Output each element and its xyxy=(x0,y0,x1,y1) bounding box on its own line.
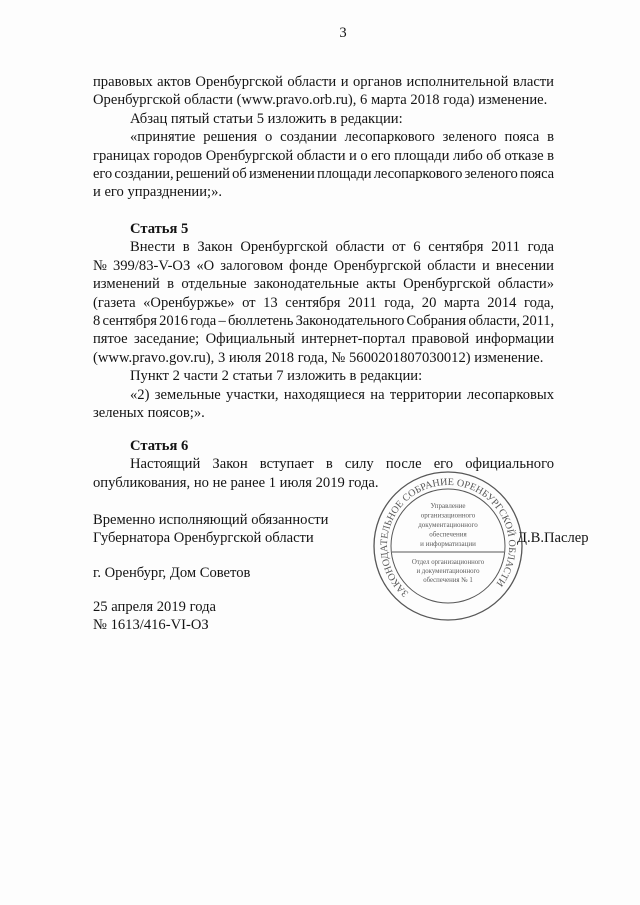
text-line: Пункт 2 части 2 статьи 7 изложить в редакции: xyxy=(130,368,423,385)
seal-text-line: документационного xyxy=(418,521,478,529)
text-line: Внести в Закон Оренбургской области от 6 сентября 2011 года xyxy=(130,239,554,256)
text-line: Настоящий Закон вступает в силу после его официального xyxy=(130,456,554,473)
text-line: его создании, решений об изменении площади лесопаркового зеленого пояса xyxy=(93,165,554,182)
seal-text-line: Отдел организационного xyxy=(411,559,485,566)
article-5-section xyxy=(93,220,554,422)
place-of-signing: г. Оренбург, Дом Советов xyxy=(93,565,251,581)
seal-text-line: и информатизации xyxy=(420,540,476,548)
text-line: № 399/83-V-ОЗ «О залоговом фонде Оренбургской области и внесении xyxy=(93,257,554,274)
seal-text-line: Управление xyxy=(430,502,466,510)
text-line: Оренбургской области (www.pravo.orb.ru), 6 марта 2018 года) изменение. xyxy=(93,92,548,109)
article-heading: Статья 6 xyxy=(130,438,189,454)
text-line: зеленых поясов;». xyxy=(93,404,205,421)
seal-text-line: и документационного xyxy=(416,568,480,575)
page-number: 3 xyxy=(339,25,347,41)
seal-text-line: обеспечения № 1 xyxy=(423,577,473,584)
signing-date: 25 апреля 2019 года xyxy=(93,599,216,615)
official-title-line: Временно исполняющий обязанности xyxy=(93,512,329,528)
text-line: (газета «Оренбуржье» от 13 сентября 2011 года, 20 марта 2014 года, xyxy=(93,294,554,311)
text-line: «2) земельные участки, находящиеся на территории лесопарковых xyxy=(130,386,554,403)
text-line: границах городов Оренбургской области и о его площади либо об отказе в xyxy=(93,147,554,164)
text-line: пятое заседание; Официальный интернет-портал правовой информации xyxy=(93,331,554,348)
text-line: 8 сентября 2016 года – бюллетень Законодательного Собрания области, 2011, xyxy=(93,312,554,329)
article-heading: Статья 5 xyxy=(130,221,189,237)
text-line: и его упразднении;». xyxy=(93,184,223,201)
law-number: № 1613/416-VI-ОЗ xyxy=(93,617,209,633)
text-line: (www.pravo.gov.ru), 3 июля 2018 года, № 5600201807030012) изменение. xyxy=(93,349,544,366)
text-line: опубликования, но не ранее 1 июля 2019 года. xyxy=(93,474,379,491)
official-seal xyxy=(370,468,526,624)
seal-ring-text: ЗАКОНОДАТЕЛЬНОЕ СОБРАНИЕ ОРЕНБУРГСКОЙ ОБЛАСТИ xyxy=(378,476,518,599)
intro-section xyxy=(93,73,554,202)
official-title-line: Губернатора Оренбургской области xyxy=(93,530,314,546)
text-line: изменений в отдельные законодательные акты Оренбургской области» xyxy=(93,276,554,293)
text-line: Абзац пятый статьи 5 изложить в редакции: xyxy=(130,110,403,127)
seal-text-line: организационного xyxy=(420,511,476,520)
text-line: правовых актов Оренбургской области и органов исполнительной власти xyxy=(93,74,554,90)
seal-text-line: обеспечения xyxy=(429,530,467,539)
signatory-name: Д.В.Паслер xyxy=(517,530,589,546)
text-line: «принятие решения о создании лесопаркового зеленого пояса в xyxy=(130,129,554,146)
